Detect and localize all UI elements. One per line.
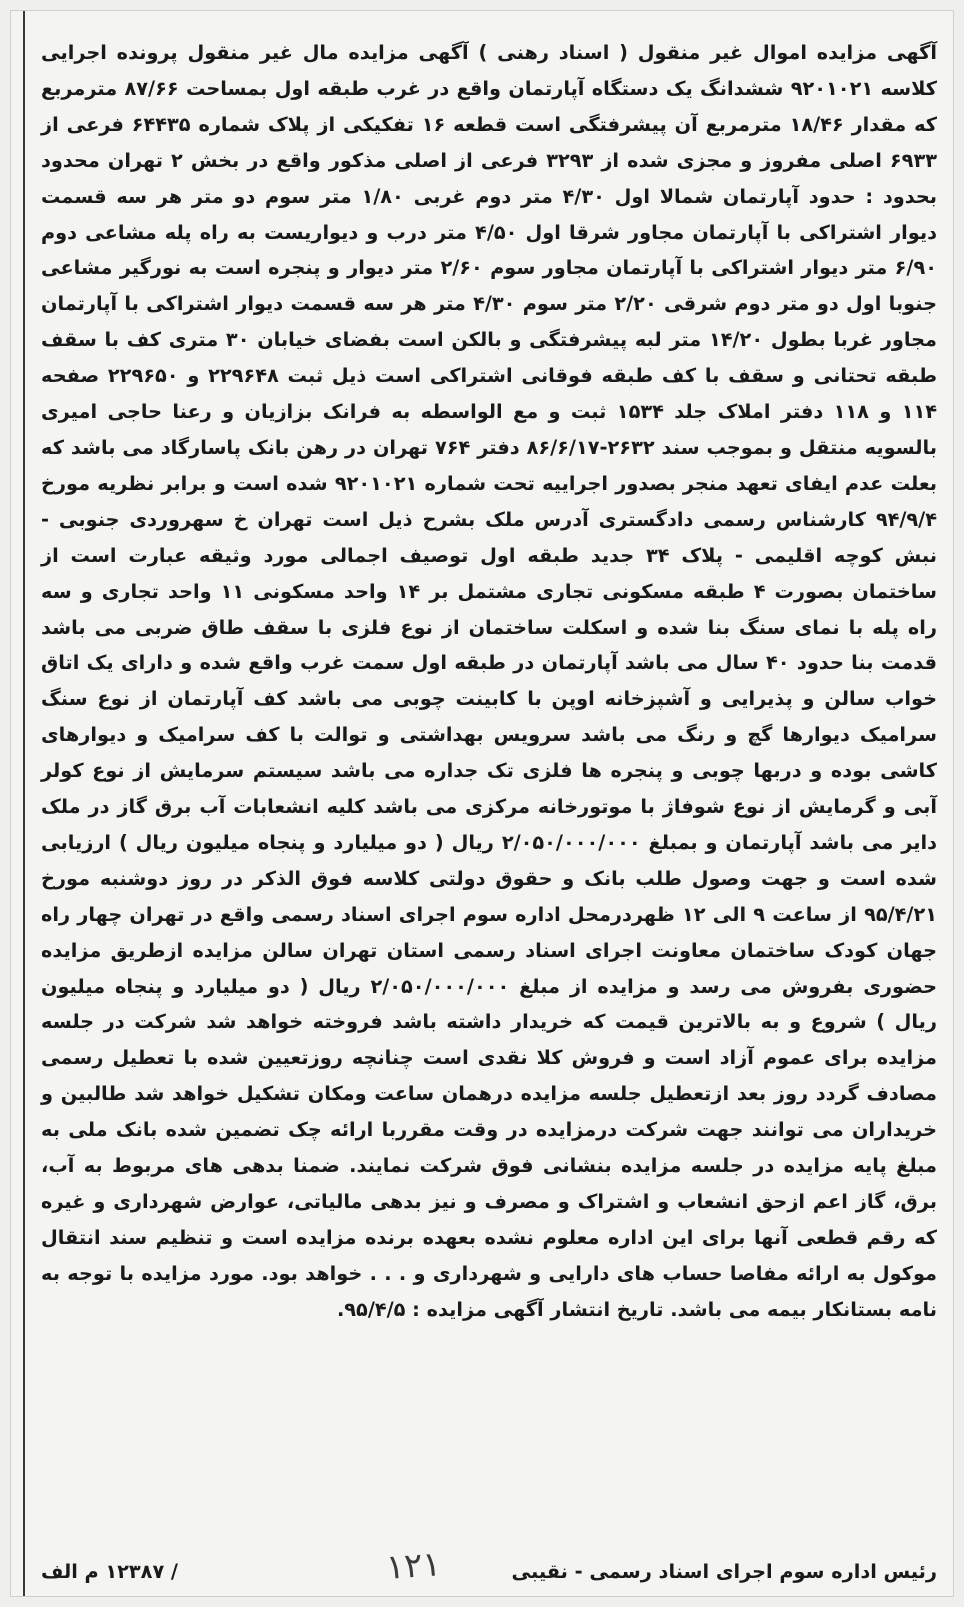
auction-notice-article: [41, 35, 937, 1328]
handwritten-mark: ۱۲۱: [384, 1544, 443, 1588]
auction-notice-body: آگهی مزایده اموال غیر منقول ( اسناد رهنی ) آگهی مزایده مال غیر منقول پرونده اجرایی کلاسه ۹۲۰۱۰۲۱ ششدانگ یک دستگاه آپارتمان واقع در غرب طبقه اول بمساحت ۸۷/۶۶ مترمربع که مقدار ۱۸/۴۶ مترمربع آن پیشرفتگی است قطعه ۱۶ تفکیکی از پلاک شماره ۶۴۴۳۵ فرعی از ۶۹۳۳ اصلی مفروز و مجزی شده از ۳۲۹۳ فرعی از اصلی مذکور واقع در بخش ۲ تهران محدود بحدود : حدود آپارتمان شمالا اول ۴/۳۰ متر دوم غربی ۱/۸۰ متر سوم دو متر هر سه قسمت دیوار اشتراکی با آپارتمان مجاور شرقا اول ۴/۵۰ متر درب و دیواریست به راه پله مشاعی دوم ۶/۹۰ متر دیوار اشتراکی با آپارتمان مجاور سوم ۲/۶۰ متر دیوار و پنجره است به نورگیر مشاعی جنوبا اول دو متر دوم شرقی ۲/۲۰ متر سوم ۴/۳۰ متر هر سه قسمت دیوار اشتراکی با آپارتمان مجاور غربا بطول ۱۴/۲۰ متر لبه پیشرفتگی و بالکن است بفضای خیابان ۳۰ متری کف با سقف طبقه تحتانی و سقف با کف طبقه فوقانی اشتراکی است ذیل ثبت ۲۲۹۶۴۸ و ۲۲۹۶۵۰ صفحه ۱۱۴ و ۱۱۸ دفتر املاک جلد ۱۵۳۴ ثبت و مع الواسطه به فرانک بزازیان و رعنا حاجی امیری بالسویه منتقل و بموجب سند ۲۶۳۲-۸۶/۶/۱۷ دفتر ۷۶۴ تهران در رهن بانک پاسارگاد می باشد که بعلت عدم ایفای تعهد منجر بصدور اجراییه تحت شماره ۹۲۰۱۰۲۱ شده است و برابر نظریه مورخ ۹۴/۹/۴ کارشناس رسمی دادگستری آدرس ملک بشرح ذیل است تهران خ سهروردی جنوبی - نبش کوچه اقلیمی - پلاک ۳۴ جدید طبقه اول توصیف اجمالی مورد وثیقه عبارت است از ساختمان بصورت ۴ طبقه مسکونی تجاری مشتمل بر ۱۴ واحد مسکونی ۱۱ واحد تجاری و سه راه پله با نمای سنگ بنا شده و اسکلت ساختمان از نوع فلزی با سقف طاق ضربی می باشد قدمت بنا حدود ۴۰ سال می باشد آپارتمان در طبقه اول سمت غرب واقع شده و دارای یک اتاق خواب سالن و پذیرایی و آشپزخانه اوپن با کابینت چوبی می باشد کف آپارتمان از نوع سنگ سرامیک دیوارها گچ و رنگ می باشد سرویس بهداشتی و توالت با کف سرامیک و دیوارهای کاشی بوده و دربها چوبی و پنجره ها فلزی تک جداره می باشد سیستم سرمایش از نوع کولر آبی و گرمایش از نوع شوفاژ با موتورخانه مرکزی می باشد کلیه انشعابات آب برق گاز در ملک دایر می باشد آپارتمان و بمبلغ ۲/۰۵۰/۰۰۰/۰۰۰ ریال ( دو میلیارد و پنجاه میلیون ریال ) ارزیابی شده است و جهت وصول طلب بانک و حقوق دولتی کلاسه فوق الذکر در روز دوشنبه مورخ ۹۵/۴/۲۱ از ساعت ۹ الی ۱۲ ظهردرمحل اداره سوم اجرای اسناد رسمی واقع در تهران چهار راه جهان کودک ساختمان معاونت اجرای اسناد رسمی استان تهران سالن مزایده ازطریق مزایده حضوری بفروش می رسد و مزایده از مبلغ ۲/۰۵۰/۰۰۰/۰۰۰ ریال ( دو میلیارد و پنجاه میلیون ریال ) شروع و به بالاترین قیمت که خریدار داشته باشد فروخته خواهد شد شرکت در جلسه مزایده برای عموم آزاد است و فروش کلا نقدی است چنانچه روزتعیین شده با تعطیل رسمی مصادف گردد روز بعد ازتعطیل جلسه مزایده درهمان ساعت ومکان تشکیل خواهد شد طالبین و خریداران می توانند جهت شرکت درمزایده در وقت مقرربا ارائه چک تضمین شده بانک ملی به مبلغ پایه مزایده در جلسه مزایده بنشانی فوق شرکت نمایند. ضمنا بدهی های مربوط به آب، برق، گاز اعم ازحق انشعاب و اشتراک و مصرف و نیز بدهی مالیاتی، عوارض شهرداری و غیره که رقم قطعی آنها برای این اداره معلوم نشده بعهده برنده مزایده است و تنظیم سند انتقال موکول به ارائه مفاصا حساب های دارایی و شهرداری و . . . خواهد بود. مورد مزایده با توجه به نامه بستانکار بیمه می باشد. تاریخ انتشار آگهی مزایده : ۹۵/۴/۵.: [41, 41, 938, 1321]
column-divider-line: [23, 11, 25, 1596]
signatory-line: رئیس اداره سوم اجرای اسناد رسمی - نقیبی: [511, 1560, 937, 1583]
notice-reference-number: / ۱۲۳۸۷ م الف: [41, 1560, 178, 1583]
notice-footer: [41, 1544, 937, 1590]
newspaper-clipping: [10, 10, 954, 1597]
